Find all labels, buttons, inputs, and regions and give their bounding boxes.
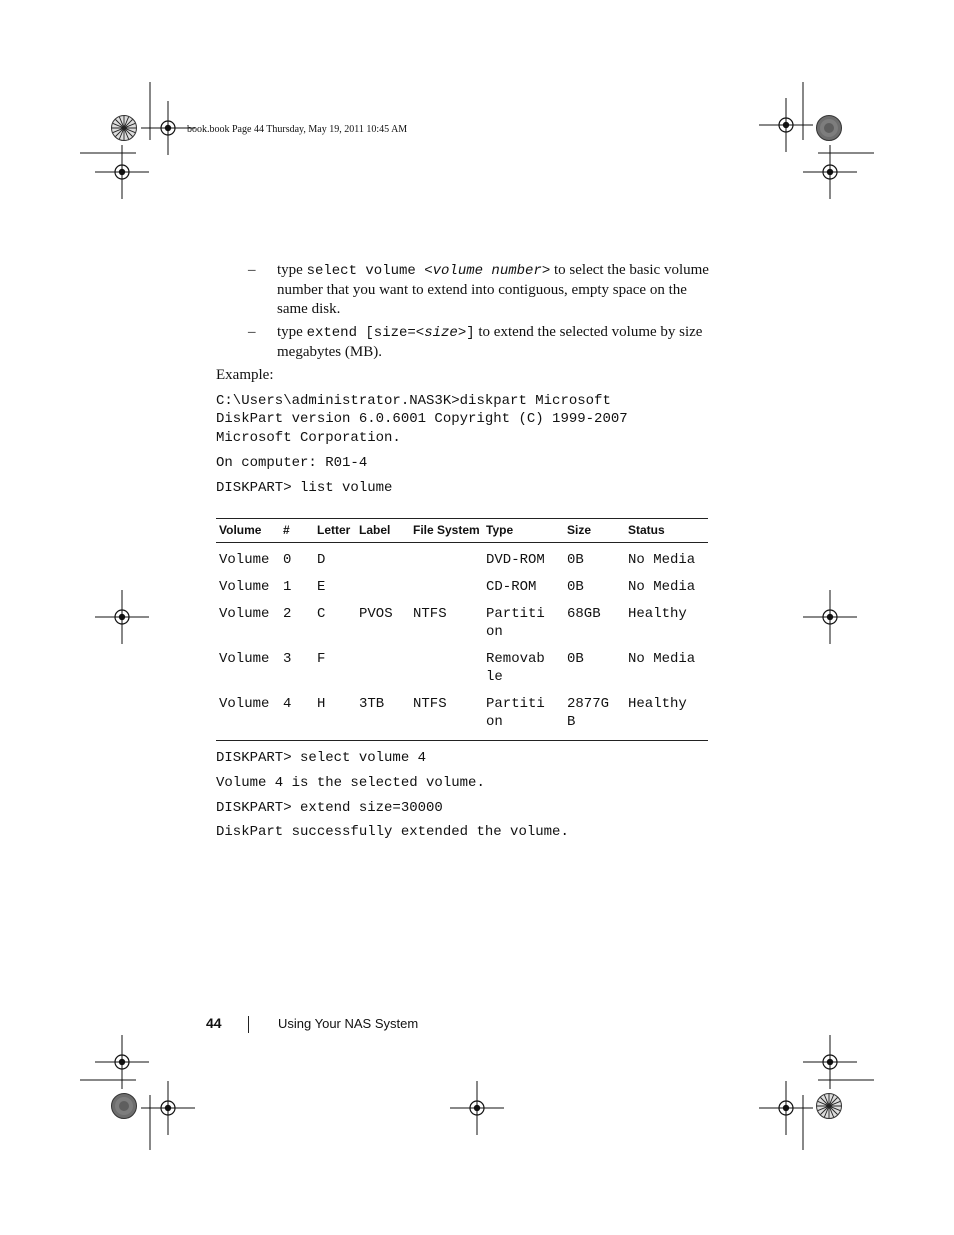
cell-number: 3 — [283, 651, 292, 667]
table-row — [216, 695, 708, 741]
column-header-number: # — [280, 519, 314, 543]
instruction-bullet-select — [248, 261, 714, 317]
column-header-letter: Letter — [314, 519, 356, 543]
bullet-dash: – — [248, 262, 256, 278]
cell-letter: F — [317, 651, 326, 667]
page-number: 44 — [206, 1015, 222, 1031]
footer-section-title: Using Your NAS System — [278, 1016, 419, 1031]
cell-status: No Media — [628, 579, 696, 595]
code-line-computer: On computer: R01-4 — [216, 455, 368, 471]
code-line-prompt: C:\Users\administrator.NAS3K>diskpart Microsoft — [216, 393, 611, 409]
bullet-dash: – — [248, 324, 256, 340]
cell-volume: Volume — [219, 651, 270, 667]
example-label: Example: — [216, 367, 274, 383]
code-line-select-volume: DISKPART> select volume 4 — [216, 750, 427, 766]
cell-status: Healthy — [628, 606, 687, 622]
cell-file-system — [410, 578, 483, 605]
cell-label: PVOS — [359, 606, 393, 622]
cell-type: Removab le — [486, 651, 545, 685]
cell-size: 2877G B — [567, 696, 610, 730]
cell-number: 0 — [283, 552, 292, 568]
cell-letter: H — [317, 696, 326, 712]
table-row — [216, 605, 708, 650]
cell-label — [356, 650, 410, 695]
code-line-selected-confirmation: Volume 4 is the selected volume. — [216, 775, 485, 791]
cell-letter: D — [317, 552, 326, 568]
code-line-extend-size: DISKPART> extend size=30000 — [216, 800, 443, 816]
code-line-version: DiskPart version 6.0.6001 Copyright (C) 1999-2007 — [216, 411, 628, 427]
bullet-command: extend [size=< — [306, 325, 425, 341]
code-line-extend-success: DiskPart successfully extended the volume. — [216, 824, 569, 840]
cell-letter: E — [317, 579, 326, 595]
instruction-bullet-extend — [248, 323, 714, 361]
cell-label — [356, 543, 410, 579]
code-line-list-volume: DISKPART> list volume — [216, 480, 393, 496]
cell-file-system — [410, 543, 483, 579]
cell-file-system — [410, 650, 483, 695]
table-row — [216, 543, 708, 579]
cell-volume: Volume — [219, 696, 270, 712]
cell-label — [356, 578, 410, 605]
cell-size: 0B — [567, 552, 584, 568]
cell-file-system: NTFS — [413, 696, 447, 712]
bullet-command-end: >] — [457, 325, 475, 341]
footer-divider — [248, 1016, 249, 1033]
cell-volume: Volume — [219, 606, 270, 622]
cell-type: DVD-ROM — [486, 552, 545, 568]
cell-type: Partiti on — [486, 696, 545, 730]
table-row — [216, 578, 708, 605]
bullet-type-word: type — [277, 262, 307, 278]
bullet-command: select volume < — [306, 263, 433, 279]
bullet-description: to select the basic volume number that you want to extend into contiguous, empty space on the same disk. — [277, 262, 709, 317]
cell-file-system: NTFS — [413, 606, 447, 622]
cell-number: 2 — [283, 606, 292, 622]
bullet-type-word: type — [277, 324, 307, 340]
bullet-command-end: > — [541, 263, 551, 279]
cell-size: 0B — [567, 651, 584, 667]
bullet-command-param: size — [424, 325, 458, 341]
bullet-text — [277, 261, 717, 319]
table-row — [216, 650, 708, 695]
cell-volume: Volume — [219, 552, 270, 568]
cell-status: No Media — [628, 651, 696, 667]
cell-status: Healthy — [628, 696, 687, 712]
column-header-label: Label — [356, 519, 410, 543]
bullet-text — [277, 323, 717, 362]
cell-letter: C — [317, 606, 326, 622]
column-header-type: Type — [483, 519, 564, 543]
column-header-file-system: File System — [410, 519, 483, 543]
code-line-corporation: Microsoft Corporation. — [216, 430, 401, 446]
cell-size: 0B — [567, 579, 584, 595]
column-header-volume: Volume — [216, 519, 280, 543]
cell-number: 1 — [283, 579, 292, 595]
cell-type: Partiti on — [486, 606, 545, 640]
volume-table — [216, 518, 708, 741]
print-header-stamp: book.book Page 44 Thursday, May 19, 2011 10:45 AM — [187, 124, 408, 135]
table-header-row — [216, 519, 708, 543]
cell-status: No Media — [628, 552, 696, 568]
column-header-size: Size — [564, 519, 625, 543]
cell-number: 4 — [283, 696, 292, 712]
cell-size: 68GB — [567, 606, 601, 622]
bullet-command-param: volume number — [432, 263, 542, 279]
cell-volume: Volume — [219, 579, 270, 595]
column-header-status: Status — [625, 519, 708, 543]
cell-type: CD-ROM — [486, 579, 537, 595]
cell-label: 3TB — [359, 696, 385, 712]
bullet-description: to extend the selected volume by size megabytes (MB). — [277, 324, 703, 360]
